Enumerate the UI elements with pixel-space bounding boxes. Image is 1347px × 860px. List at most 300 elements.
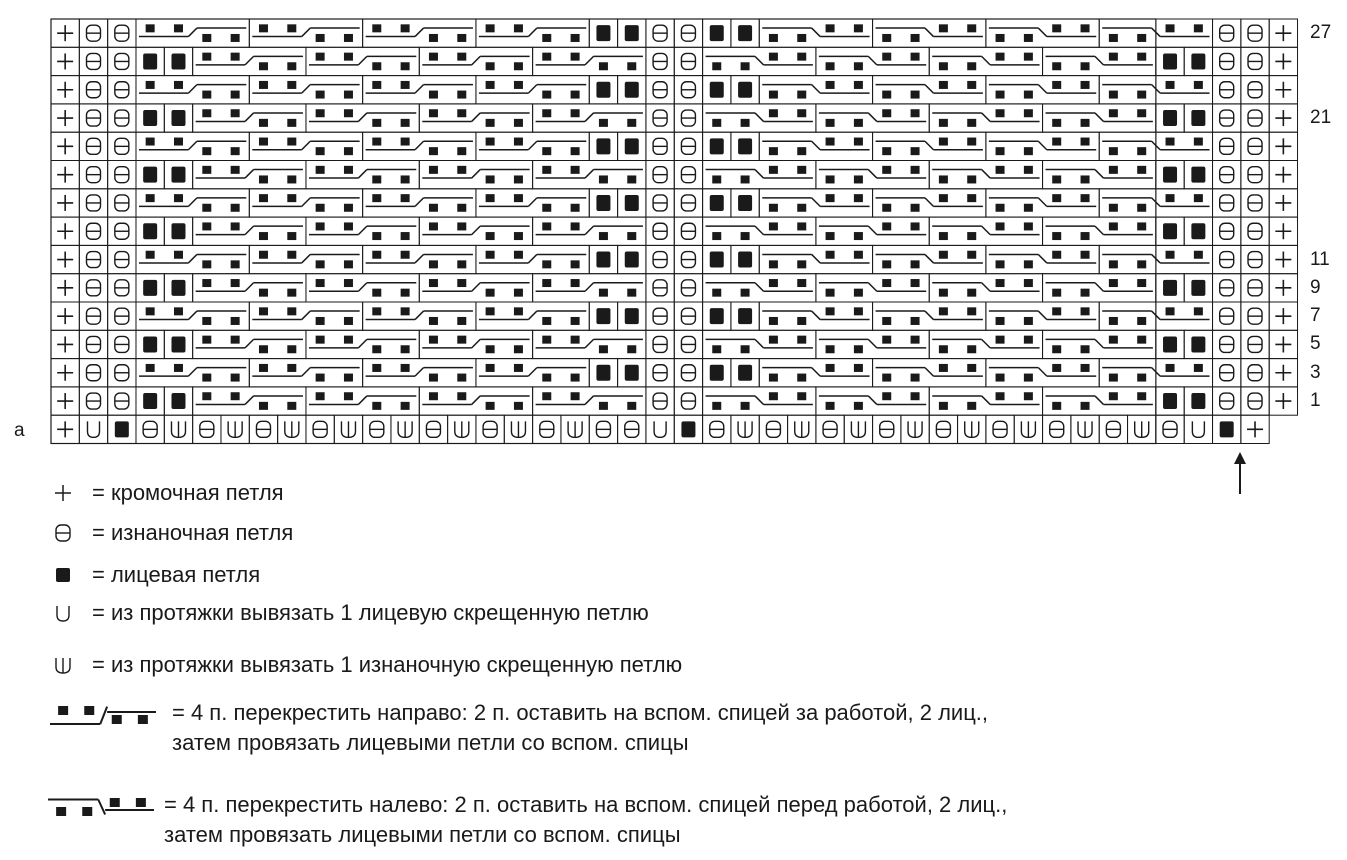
chart-cell bbox=[703, 245, 731, 273]
chart-cell bbox=[759, 76, 872, 104]
row-number: 11 bbox=[1310, 248, 1330, 270]
chart-cell bbox=[363, 302, 476, 330]
chart-cell bbox=[674, 387, 702, 415]
chart-cell bbox=[618, 189, 646, 217]
chart-cell bbox=[51, 217, 79, 245]
chart-cell bbox=[1241, 245, 1269, 273]
chart-cell bbox=[51, 359, 79, 387]
chart-cell bbox=[788, 415, 816, 443]
chart-cell bbox=[136, 302, 249, 330]
chart-cell bbox=[618, 245, 646, 273]
chart-cell bbox=[1213, 274, 1241, 302]
chart-cell bbox=[108, 302, 136, 330]
chart-cell bbox=[363, 415, 391, 443]
chart-cell bbox=[873, 359, 986, 387]
chart-cell bbox=[51, 189, 79, 217]
chart-cell bbox=[986, 359, 1099, 387]
row-number: 1 bbox=[1310, 390, 1321, 412]
chart-cell bbox=[476, 132, 589, 160]
chart-row bbox=[51, 387, 1298, 415]
chart-cell bbox=[703, 104, 816, 132]
chart-cell bbox=[986, 76, 1099, 104]
chart-row bbox=[51, 302, 1298, 330]
legend-text: = лицевая петля bbox=[92, 562, 261, 587]
chart-cell bbox=[589, 132, 617, 160]
chart-cell bbox=[646, 161, 674, 189]
chart-cell bbox=[306, 217, 419, 245]
chart-cell bbox=[363, 189, 476, 217]
chart-cell bbox=[759, 132, 872, 160]
chart-cell bbox=[1213, 217, 1241, 245]
chart-cell bbox=[476, 19, 589, 47]
chart-cell bbox=[164, 274, 192, 302]
chart-cell bbox=[1241, 330, 1269, 358]
chart-cell bbox=[79, 19, 107, 47]
chart-cell bbox=[193, 161, 306, 189]
row-number: 27 bbox=[1310, 22, 1332, 44]
chart-cell bbox=[1269, 359, 1297, 387]
legend-item bbox=[50, 478, 284, 513]
chart-cell bbox=[703, 415, 731, 443]
chart-cell bbox=[164, 161, 192, 189]
chart-cell bbox=[674, 274, 702, 302]
legend-text-line2: затем провязать лицевыми петли со вспом. спицы bbox=[172, 730, 689, 755]
chart-cell bbox=[646, 415, 674, 443]
chart-cell bbox=[674, 330, 702, 358]
legend-item bbox=[50, 598, 649, 633]
chart-cell bbox=[193, 47, 306, 75]
chart-cell bbox=[108, 359, 136, 387]
legend-text: = кромочная петля bbox=[92, 480, 284, 505]
chart-cell bbox=[79, 274, 107, 302]
chart-cell bbox=[929, 47, 1042, 75]
chart-cell bbox=[136, 387, 164, 415]
purl-twisted-icon bbox=[50, 650, 76, 680]
chart-cell bbox=[419, 161, 532, 189]
row-number: 9 bbox=[1310, 276, 1321, 298]
chart-cell bbox=[1241, 47, 1269, 75]
chart-cell bbox=[419, 387, 532, 415]
chart-cell bbox=[1156, 47, 1184, 75]
chart-cell bbox=[249, 415, 277, 443]
chart-cell bbox=[306, 161, 419, 189]
chart-cell bbox=[363, 19, 476, 47]
chart-cell bbox=[929, 217, 1042, 245]
chart-cell bbox=[136, 19, 249, 47]
chart-cell bbox=[873, 245, 986, 273]
chart-cell bbox=[51, 274, 79, 302]
chart-cell bbox=[1213, 415, 1241, 443]
chart-cell bbox=[1241, 104, 1269, 132]
chart-cell bbox=[164, 217, 192, 245]
chart-cell bbox=[646, 330, 674, 358]
chart-cell bbox=[108, 217, 136, 245]
chart-cell bbox=[1156, 330, 1184, 358]
chart-cell bbox=[703, 217, 816, 245]
chart-cell bbox=[618, 76, 646, 104]
chart-cell bbox=[873, 302, 986, 330]
chart-cell bbox=[363, 76, 476, 104]
chart-cell bbox=[1241, 387, 1269, 415]
chart-cell bbox=[249, 76, 362, 104]
chart-cell bbox=[1156, 104, 1184, 132]
legend-item bbox=[50, 518, 293, 553]
chart-cell bbox=[476, 189, 589, 217]
chart-cell bbox=[646, 189, 674, 217]
knit-twisted-icon bbox=[50, 598, 76, 628]
chart-cell bbox=[986, 132, 1099, 160]
chart-cell bbox=[1184, 104, 1212, 132]
chart-cell bbox=[419, 47, 532, 75]
legend-item bbox=[50, 560, 260, 595]
chart-cell bbox=[108, 274, 136, 302]
chart-cell bbox=[108, 245, 136, 273]
chart-cell bbox=[136, 189, 249, 217]
chart-cell bbox=[193, 387, 306, 415]
chart-cell bbox=[986, 302, 1099, 330]
chart-cell bbox=[759, 245, 872, 273]
chart-cell bbox=[108, 330, 136, 358]
chart-cell bbox=[1213, 302, 1241, 330]
chart-cell bbox=[731, 19, 759, 47]
chart-cell bbox=[1269, 189, 1297, 217]
chart-cell bbox=[703, 359, 731, 387]
chart-cell bbox=[1184, 217, 1212, 245]
chart-cell bbox=[873, 132, 986, 160]
chart-cell bbox=[816, 387, 929, 415]
chart-cell bbox=[476, 245, 589, 273]
chart-cell bbox=[646, 47, 674, 75]
chart-cell bbox=[533, 415, 561, 443]
chart-cell bbox=[79, 189, 107, 217]
chart-cell bbox=[1241, 415, 1269, 443]
chart-cell bbox=[1241, 19, 1269, 47]
chart-cell bbox=[646, 104, 674, 132]
chart-cell bbox=[759, 302, 872, 330]
chart-cell bbox=[731, 415, 759, 443]
row-number: 21 bbox=[1310, 107, 1332, 129]
chart-cell bbox=[1213, 76, 1241, 104]
chart-cell bbox=[759, 415, 787, 443]
chart-cell bbox=[1156, 274, 1184, 302]
chart-cell bbox=[1184, 330, 1212, 358]
chart-cell bbox=[1043, 330, 1156, 358]
chart-cell bbox=[51, 415, 79, 443]
chart-cell bbox=[646, 217, 674, 245]
chart-cell bbox=[589, 302, 617, 330]
chart-cell bbox=[79, 104, 107, 132]
chart-row bbox=[51, 274, 1298, 302]
chart-cell bbox=[108, 415, 136, 443]
chart-cell bbox=[731, 302, 759, 330]
chart-cell bbox=[136, 330, 164, 358]
cable-left-icon bbox=[46, 792, 156, 822]
chart-cell bbox=[249, 245, 362, 273]
chart-cell bbox=[646, 387, 674, 415]
chart-cell bbox=[1128, 415, 1156, 443]
legend-text: = 4 п. перекрестить налево: 2 п. оставить на вспом. спицей перед работой, 2 лиц., bbox=[164, 792, 1008, 817]
chart-cell bbox=[79, 415, 107, 443]
chart-cell bbox=[929, 104, 1042, 132]
chart-cell bbox=[589, 76, 617, 104]
chart-cell bbox=[674, 217, 702, 245]
chart-row bbox=[51, 132, 1298, 160]
chart-cell bbox=[504, 415, 532, 443]
chart-cell bbox=[1156, 161, 1184, 189]
chart-cell bbox=[873, 76, 986, 104]
chart-cell bbox=[703, 302, 731, 330]
chart-cell bbox=[1043, 104, 1156, 132]
chart-cell bbox=[816, 217, 929, 245]
chart-cell bbox=[79, 330, 107, 358]
chart-cell bbox=[419, 274, 532, 302]
chart-cell bbox=[1241, 76, 1269, 104]
chart-cell bbox=[136, 132, 249, 160]
chart-cell bbox=[1184, 387, 1212, 415]
chart-cell bbox=[1269, 47, 1297, 75]
chart-cell bbox=[1043, 274, 1156, 302]
chart-cell bbox=[646, 274, 674, 302]
chart-cell bbox=[731, 132, 759, 160]
chart-cell bbox=[108, 161, 136, 189]
chart-cell bbox=[136, 217, 164, 245]
chart-cell bbox=[363, 132, 476, 160]
chart-cell bbox=[334, 415, 362, 443]
chart-cell bbox=[363, 245, 476, 273]
chart-cell bbox=[419, 330, 532, 358]
chart-cell bbox=[674, 161, 702, 189]
chart-cell bbox=[533, 387, 646, 415]
chart-cell bbox=[1213, 387, 1241, 415]
chart-cell bbox=[589, 415, 617, 443]
chart-cell bbox=[1184, 274, 1212, 302]
chart-cell bbox=[618, 132, 646, 160]
knit-icon bbox=[50, 560, 76, 590]
chart-cell bbox=[703, 47, 816, 75]
chart-cell bbox=[703, 132, 731, 160]
chart-cell bbox=[391, 415, 419, 443]
chart-cell bbox=[108, 47, 136, 75]
chart-row bbox=[51, 189, 1298, 217]
chart-cell bbox=[816, 104, 929, 132]
legend-item bbox=[50, 650, 682, 685]
chart-cell bbox=[674, 359, 702, 387]
chart-cell bbox=[79, 302, 107, 330]
chart-cell bbox=[816, 415, 844, 443]
chart-cell bbox=[193, 415, 221, 443]
chart-cell bbox=[1241, 189, 1269, 217]
chart-cell bbox=[533, 161, 646, 189]
chart-cell bbox=[1269, 19, 1297, 47]
chart-cell bbox=[306, 387, 419, 415]
chart-cell bbox=[1213, 359, 1241, 387]
chart-cell bbox=[363, 359, 476, 387]
chart-row bbox=[51, 415, 1269, 443]
chart-cell bbox=[618, 302, 646, 330]
chart-cell bbox=[448, 415, 476, 443]
chart-cell bbox=[51, 245, 79, 273]
chart-cell bbox=[108, 189, 136, 217]
chart-cell bbox=[1043, 47, 1156, 75]
chart-cell bbox=[164, 47, 192, 75]
chart-cell bbox=[1184, 47, 1212, 75]
chart-cell bbox=[703, 19, 731, 47]
chart-row bbox=[51, 161, 1298, 189]
chart-cell bbox=[278, 415, 306, 443]
start-arrow-icon bbox=[1230, 452, 1250, 496]
chart-cell bbox=[249, 302, 362, 330]
chart-cell bbox=[1213, 189, 1241, 217]
chart-cell bbox=[1241, 302, 1269, 330]
chart-cell bbox=[618, 19, 646, 47]
legend-text: = из протяжки вывязать 1 изнаночную скрещенную петлю bbox=[92, 652, 683, 677]
chart-cell bbox=[1071, 415, 1099, 443]
chart-cell bbox=[1156, 415, 1184, 443]
chart-cell bbox=[164, 104, 192, 132]
chart-cell bbox=[193, 104, 306, 132]
legend-item bbox=[46, 790, 1007, 850]
chart-cell bbox=[1043, 161, 1156, 189]
chart-cell bbox=[1156, 217, 1184, 245]
chart-cell bbox=[986, 189, 1099, 217]
chart-cell bbox=[51, 302, 79, 330]
chart-cell bbox=[108, 387, 136, 415]
chart-cell bbox=[674, 245, 702, 273]
legend-text-line2: затем провязать лицевыми петли со вспом. спицы bbox=[164, 822, 681, 847]
chart-cell bbox=[419, 217, 532, 245]
chart-cell bbox=[1213, 245, 1241, 273]
chart-cell bbox=[958, 415, 986, 443]
chart-cell bbox=[674, 19, 702, 47]
chart-cell bbox=[1241, 359, 1269, 387]
chart-cell bbox=[419, 104, 532, 132]
chart-cell bbox=[1269, 302, 1297, 330]
chart-cell bbox=[193, 274, 306, 302]
chart-cell bbox=[476, 302, 589, 330]
chart-cell bbox=[759, 19, 872, 47]
chart-row bbox=[51, 104, 1298, 132]
chart-cell bbox=[51, 104, 79, 132]
chart-row bbox=[51, 47, 1298, 75]
chart-cell bbox=[476, 359, 589, 387]
chart-cell bbox=[136, 359, 249, 387]
chart-cell bbox=[929, 330, 1042, 358]
chart-cell bbox=[589, 189, 617, 217]
chart-cell bbox=[136, 274, 164, 302]
chart-cell bbox=[618, 415, 646, 443]
chart-row bbox=[51, 245, 1298, 273]
chart-cell bbox=[646, 132, 674, 160]
chart-cell bbox=[1269, 76, 1297, 104]
chart-cell bbox=[1269, 161, 1297, 189]
chart-cell bbox=[674, 132, 702, 160]
chart-cell bbox=[674, 76, 702, 104]
chart-cell bbox=[986, 245, 1099, 273]
chart-cell bbox=[108, 19, 136, 47]
chart-cell bbox=[1269, 274, 1297, 302]
chart-cell bbox=[249, 189, 362, 217]
chart-cell bbox=[703, 330, 816, 358]
chart-cell bbox=[419, 415, 447, 443]
chart-cell bbox=[108, 104, 136, 132]
chart-cell bbox=[929, 161, 1042, 189]
chart-cell bbox=[79, 387, 107, 415]
chart-cell bbox=[1213, 47, 1241, 75]
chart-cell bbox=[646, 19, 674, 47]
chart-cell bbox=[929, 387, 1042, 415]
chart-cell bbox=[674, 415, 702, 443]
chart-cell bbox=[618, 359, 646, 387]
chart-cell bbox=[703, 161, 816, 189]
chart-cell bbox=[79, 217, 107, 245]
chart-cell bbox=[901, 415, 929, 443]
chart-cell bbox=[1269, 245, 1297, 273]
chart-cell bbox=[589, 245, 617, 273]
chart-cell bbox=[533, 47, 646, 75]
chart-cell bbox=[1043, 387, 1156, 415]
chart-cell bbox=[816, 161, 929, 189]
chart-cell bbox=[533, 217, 646, 245]
chart-cell bbox=[1184, 161, 1212, 189]
chart-cell bbox=[873, 415, 901, 443]
chart-cell bbox=[589, 19, 617, 47]
purl-icon bbox=[50, 518, 76, 548]
chart-cell bbox=[306, 104, 419, 132]
chart-cell bbox=[703, 76, 731, 104]
chart-cell bbox=[1014, 415, 1042, 443]
chart-cell bbox=[136, 76, 249, 104]
chart-cell bbox=[164, 415, 192, 443]
chart-cell bbox=[249, 132, 362, 160]
chart-cell bbox=[79, 76, 107, 104]
chart-cell bbox=[646, 76, 674, 104]
chart-cell bbox=[533, 330, 646, 358]
chart-cell bbox=[703, 387, 816, 415]
chart-cell bbox=[986, 19, 1099, 47]
chart-cell bbox=[51, 330, 79, 358]
chart-cell bbox=[674, 189, 702, 217]
chart-cell bbox=[136, 415, 164, 443]
chart-cell bbox=[79, 245, 107, 273]
chart-cell bbox=[646, 245, 674, 273]
chart-cell bbox=[79, 359, 107, 387]
chart-cell bbox=[1213, 161, 1241, 189]
chart-cell bbox=[1241, 274, 1269, 302]
chart-cell bbox=[1269, 104, 1297, 132]
chart-cell bbox=[136, 104, 164, 132]
chart-cell bbox=[873, 19, 986, 47]
chart-cell bbox=[759, 359, 872, 387]
chart-cell bbox=[221, 415, 249, 443]
chart-cell bbox=[1269, 132, 1297, 160]
row-number: 3 bbox=[1310, 361, 1321, 383]
cable-right-icon bbox=[48, 700, 158, 730]
chart-cell bbox=[1213, 132, 1241, 160]
chart-cell bbox=[533, 104, 646, 132]
chart-cell bbox=[674, 104, 702, 132]
row-number: 7 bbox=[1310, 305, 1321, 327]
chart-cell bbox=[561, 415, 589, 443]
chart-cell bbox=[51, 387, 79, 415]
chart-cell bbox=[136, 47, 164, 75]
chart-cell bbox=[306, 274, 419, 302]
legend-text: = из протяжки вывязать 1 лицевую скрещенную петлю bbox=[92, 600, 649, 625]
legend-text: = изнаночная петля bbox=[92, 520, 294, 545]
chart-cell bbox=[51, 76, 79, 104]
chart-cell bbox=[1043, 217, 1156, 245]
chart-cell bbox=[51, 19, 79, 47]
chart-cell bbox=[249, 19, 362, 47]
